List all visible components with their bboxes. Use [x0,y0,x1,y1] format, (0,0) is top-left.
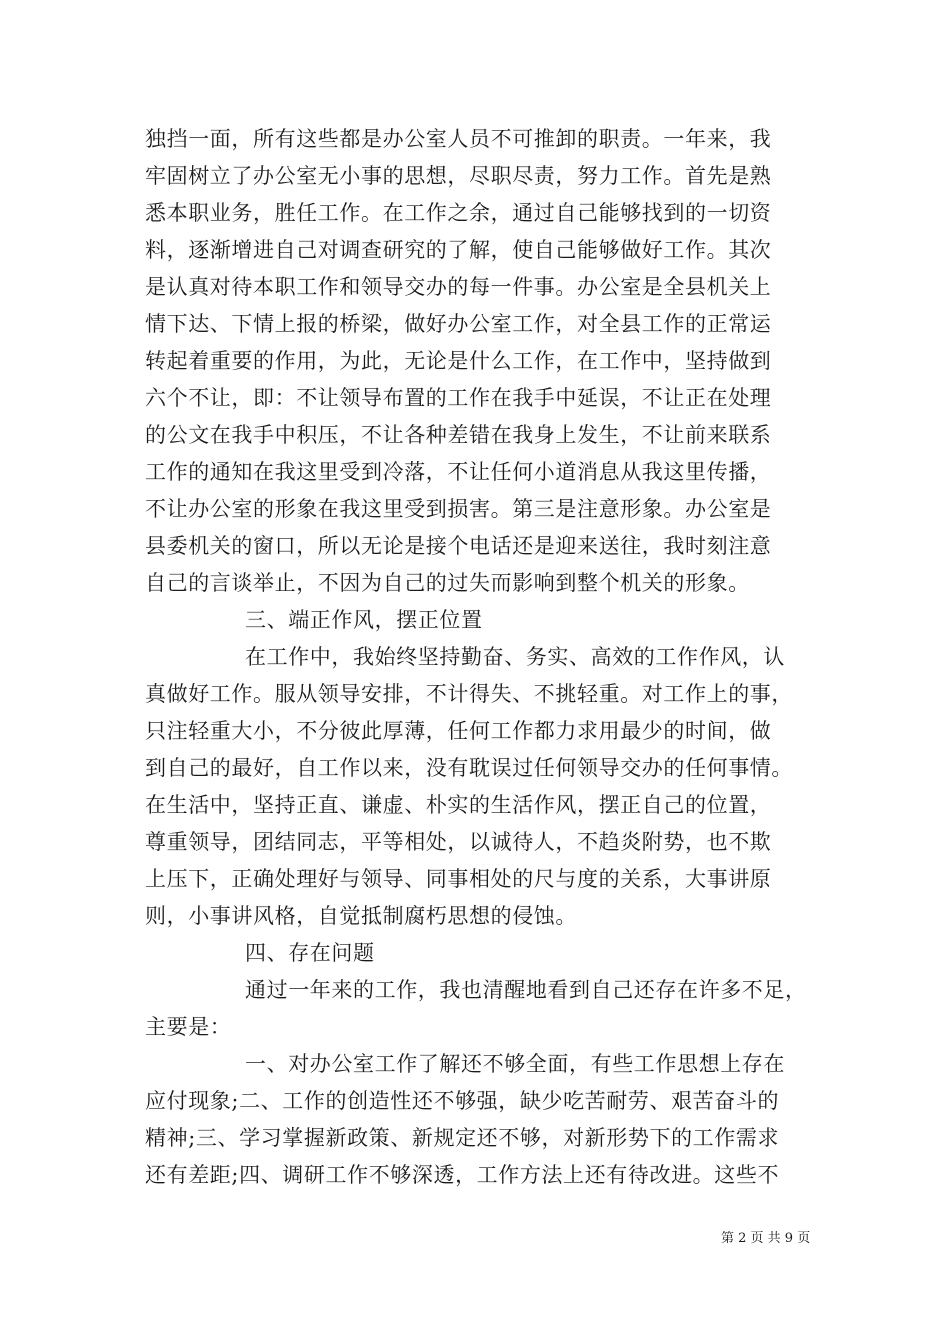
text-line: 主要是： [145,1015,232,1039]
text-line: 则，小事讲风格，自觉抵制腐朽思想的侵蚀。 [145,904,577,928]
page-number: 第 2 页 共 9 页 [721,1231,811,1246]
text-line: 一、对办公室工作了解还不够全面，有些工作思想上存在 [245,1052,785,1076]
text-line: 在生活中，坚持正直、谦虚、朴实的生活作风，摆正自己的位置， [145,793,772,817]
text-line: 还有差距;四、调研工作不够深透，工作方法上还有待改进。这些不 [145,1163,780,1187]
text-line: 是认真对待本职工作和领导交办的每一件事。办公室是全县机关上 [145,275,772,299]
text-line: 到自己的最好，自工作以来，没有耽误过任何领导交办的任何事情。 [145,756,793,780]
text-line: 工作的通知在我这里受到冷落，不让任何小道消息从我这里传播， [145,460,772,484]
text-line: 自己的言谈举止，不因为自己的过失而影响到整个机关的形象。 [145,571,750,595]
text-line: 上压下，正确处理好与领导、同事相处的尺与度的关系，大事讲原 [145,867,772,891]
text-line: 只注轻重大小，不分彼此厚薄，任何工作都力求用最少的时间，做 [145,719,772,743]
text-line: 精神;三、学习掌握新政策、新规定还不够，对新形势下的工作需求 [145,1126,780,1150]
text-line: 真做好工作。服从领导安排，不计得失、不挑轻重。对工作上的事， [145,682,793,706]
section-heading: 三、端正作风，摆正位置 [245,608,483,632]
text-line: 情下达、下情上报的桥梁，做好办公室工作，对全县工作的正常运 [145,312,772,336]
text-line: 通过一年来的工作，我也清醒地看到自己还存在许多不足， [245,978,807,1002]
text-line: 悉本职业务，胜任工作。在工作之余，通过自己能够找到的一切资 [145,201,772,225]
text-line: 县委机关的窗口，所以无论是接个电话还是迎来送往，我时刻注意 [145,534,772,558]
text-line: 尊重领导，团结同志，平等相处，以诚待人，不趋炎附势，也不欺 [145,830,772,854]
text-line: 的公文在我手中积压，不让各种差错在我身上发生，不让前来联系 [145,423,772,447]
text-line: 牢固树立了办公室无小事的思想，尽职尽责，努力工作。首先是熟 [145,164,772,188]
text-line: 料，逐渐增进自己对调查研究的了解，使自己能够做好工作。其次 [145,238,772,262]
text-line: 应付现象;二、工作的创造性还不够强，缺少吃苦耐劳、艰苦奋斗的 [145,1089,780,1113]
section-heading: 四、存在问题 [245,941,375,965]
text-line: 在工作中，我始终坚持勤奋、务实、高效的工作作风，认 [245,645,785,669]
text-line: 不让办公室的形象在我这里受到损害。第三是注意形象。办公室是 [145,497,772,521]
text-line: 转起着重要的作用，为此，无论是什么工作，在工作中，坚持做到 [145,349,772,373]
text-line: 独挡一面，所有这些都是办公室人员不可推卸的职责。一年来，我 [145,127,772,151]
text-line: 六个不让，即：不让领导布置的工作在我手中延误，不让正在处理 [145,386,772,410]
